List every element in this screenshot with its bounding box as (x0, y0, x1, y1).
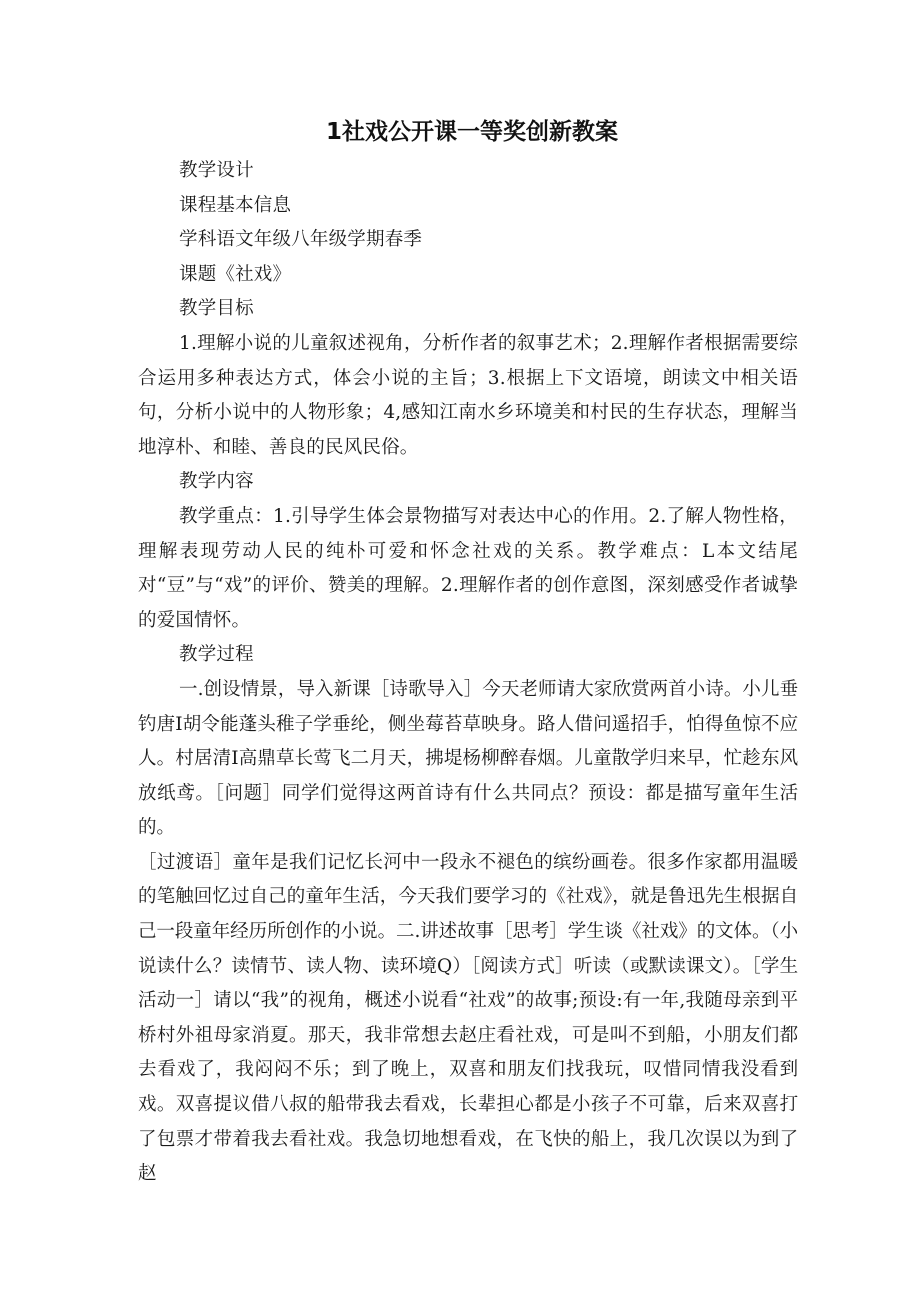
course-topic-line: 课题《社戏》 (179, 263, 292, 285)
objectives-paragraph: 1.理解小说的儿童叙述视角，分析作者的叙事艺术；2.理解作者根据需要综合运用多种表达方式，体会小说的主旨；3.根据上下文语境，朗读文中相关语句，分析小说中的人物形象；4,感知江南水乡环境美和村民的生存状态，理解当地淳朴、和睦、善良的民风民俗。 (138, 332, 798, 458)
document-title: 1社戏公开课一等奖创新教案 (325, 119, 618, 145)
section-heading-content: 教学内容 (179, 471, 254, 493)
content-paragraph: 教学重点：1.引导学生体会景物描写对表达中心的作用。2.了解人物性格，理解表现劳动人民的纯朴可爱和怀念社戏的关系。教学难点：L本文结尾对“豆”与“戏”的评价、赞美的理解。2.理解作者的创作意图，深刻感受作者诚挚的爱国情怀。 (138, 505, 798, 631)
section-heading-course-info: 课程基本信息 (179, 194, 292, 216)
document-page (138, 112, 798, 1192)
section-heading-process: 教学过程 (179, 644, 254, 666)
section-heading-objectives: 教学目标 (179, 298, 254, 320)
course-subject-line: 学科语文年级八年级学期春季 (179, 229, 423, 251)
process-paragraph-intro: 一.创设情景，导入新课［诗歌导入］今天老师请大家欣赏两首小诗。小儿垂钓唐I胡令能蓬头稚子学垂纶，侧坐莓苔草映身。路人借问遥招手，怕得鱼惊不应人。村居清I高鼎草长莺飞二月天，拂堤杨柳醉春烟。儿童散学归来早，忙趁东风放纸鸢。［问题］同学们觉得这两首诗有什么共同点？预设：都是描写童年生活的。 (138, 678, 798, 839)
process-paragraph-transition: ［过渡语］童年是我们记忆长河中一段永不褪色的缤纷画卷。很多作家都用温暖的笔触回忆过自己的童年生活，今天我们要学习的《社戏》，就是鲁迅先生根据自己一段童年经历所创作的小说。二.讲述故事［思考］学生谈《社戏》的文体。（小说读什么？读情节、读人物、读环境Q）［阅读方式］听读（或默读课文）。［学生活动一］请以“我”的视角，概述小说看“社戏”的故事;预设:有一年,我随母亲到平桥村外祖母家消夏。那天，我非常想去赵庄看社戏，可是叫不到船，小朋友们都去看戏了，我闷闷不乐；到了晚上，双喜和朋友们找我玩，叹惜同情我没看到戏。双喜提议借八叔的船带我去看戏，长辈担心都是小孩子不可靠，后来双喜打了包票才带着我去看社戏。我急切地想看戏，在飞快的船上，我几次误以为到了赵 (138, 851, 798, 1185)
section-heading-teaching-design: 教学设计 (179, 160, 254, 181)
